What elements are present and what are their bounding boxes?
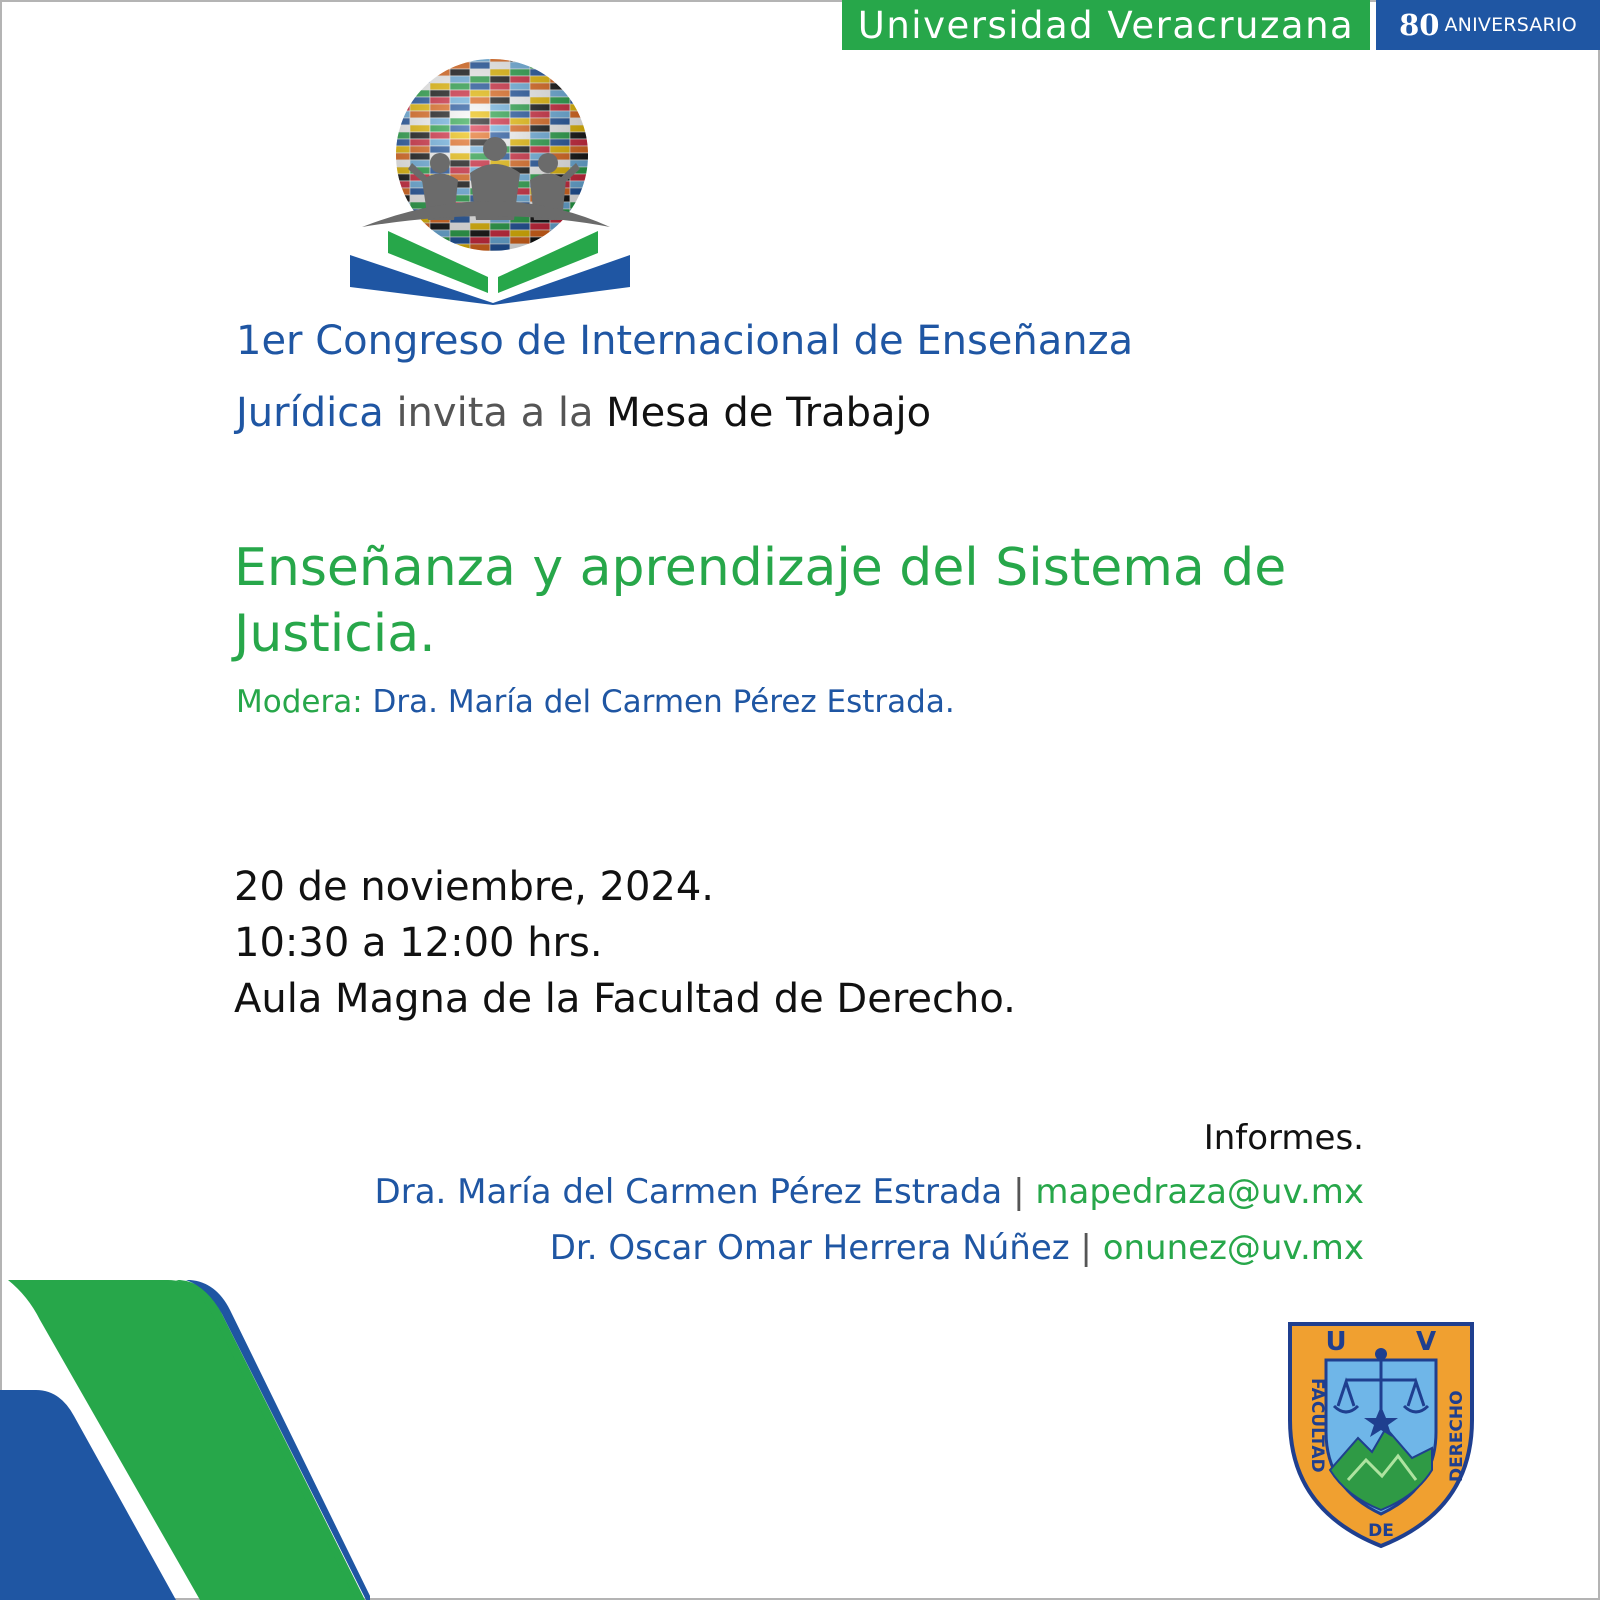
congress-title-line2 <box>236 390 931 436</box>
contact-heading: Informes. <box>1203 1118 1364 1158</box>
congress-logo-icon <box>350 55 650 315</box>
contact-email-link[interactable]: onunez@uv.mx <box>1102 1228 1364 1268</box>
event-date: 20 de noviembre, 2024. <box>234 864 715 910</box>
congress-title-juridica: Jurídica <box>236 390 384 436</box>
moderator-line <box>236 684 955 720</box>
event-time: 10:30 a 12:00 hrs. <box>234 920 603 966</box>
anniversary-word: ANIVERSARIO <box>1444 14 1577 36</box>
decorative-swoosh-icon <box>0 1280 370 1600</box>
contact-separator: | <box>1080 1228 1092 1268</box>
contact-row <box>550 1228 1364 1268</box>
work-table-label: Mesa de Trabajo <box>606 390 932 436</box>
contact-row <box>375 1172 1364 1212</box>
crest-text-derecho: DERECHO <box>1447 1390 1467 1482</box>
crest-letter-u: U <box>1325 1327 1347 1357</box>
globe-flags-icon <box>390 55 610 265</box>
contact-name: Dr. Oscar Omar Herrera Núñez <box>549 1228 1070 1268</box>
crest-text-de: DE <box>1368 1521 1394 1541</box>
event-place: Aula Magna de la Facultad de Derecho. <box>234 976 1016 1022</box>
congress-title-line1: 1er Congreso de Internacional de Enseñanza <box>236 318 1134 364</box>
invite-text: invita a la <box>396 390 594 436</box>
contact-name: Dra. María del Carmen Pérez Estrada <box>374 1172 1003 1212</box>
topic-title-line2: Justicia. <box>234 604 436 664</box>
university-banner <box>842 0 1370 50</box>
moderator-name: Dra. María del Carmen Pérez Estrada. <box>372 684 955 720</box>
contact-separator: | <box>1013 1172 1025 1212</box>
crest-letter-v: V <box>1415 1327 1437 1357</box>
anniversary-banner <box>1376 0 1600 50</box>
contact-email-link[interactable]: mapedraza@uv.mx <box>1035 1172 1364 1212</box>
crest-text-facultad: FACULTAD <box>1307 1378 1327 1473</box>
faculty-crest-icon <box>1286 1320 1476 1550</box>
topic-title-line1: Enseñanza y aprendizaje del Sistema de <box>234 538 1287 598</box>
anniversary-number: 80 <box>1399 8 1440 42</box>
university-name: Universidad Veracruzana <box>857 3 1355 47</box>
moderator-label: Modera: <box>236 684 363 720</box>
